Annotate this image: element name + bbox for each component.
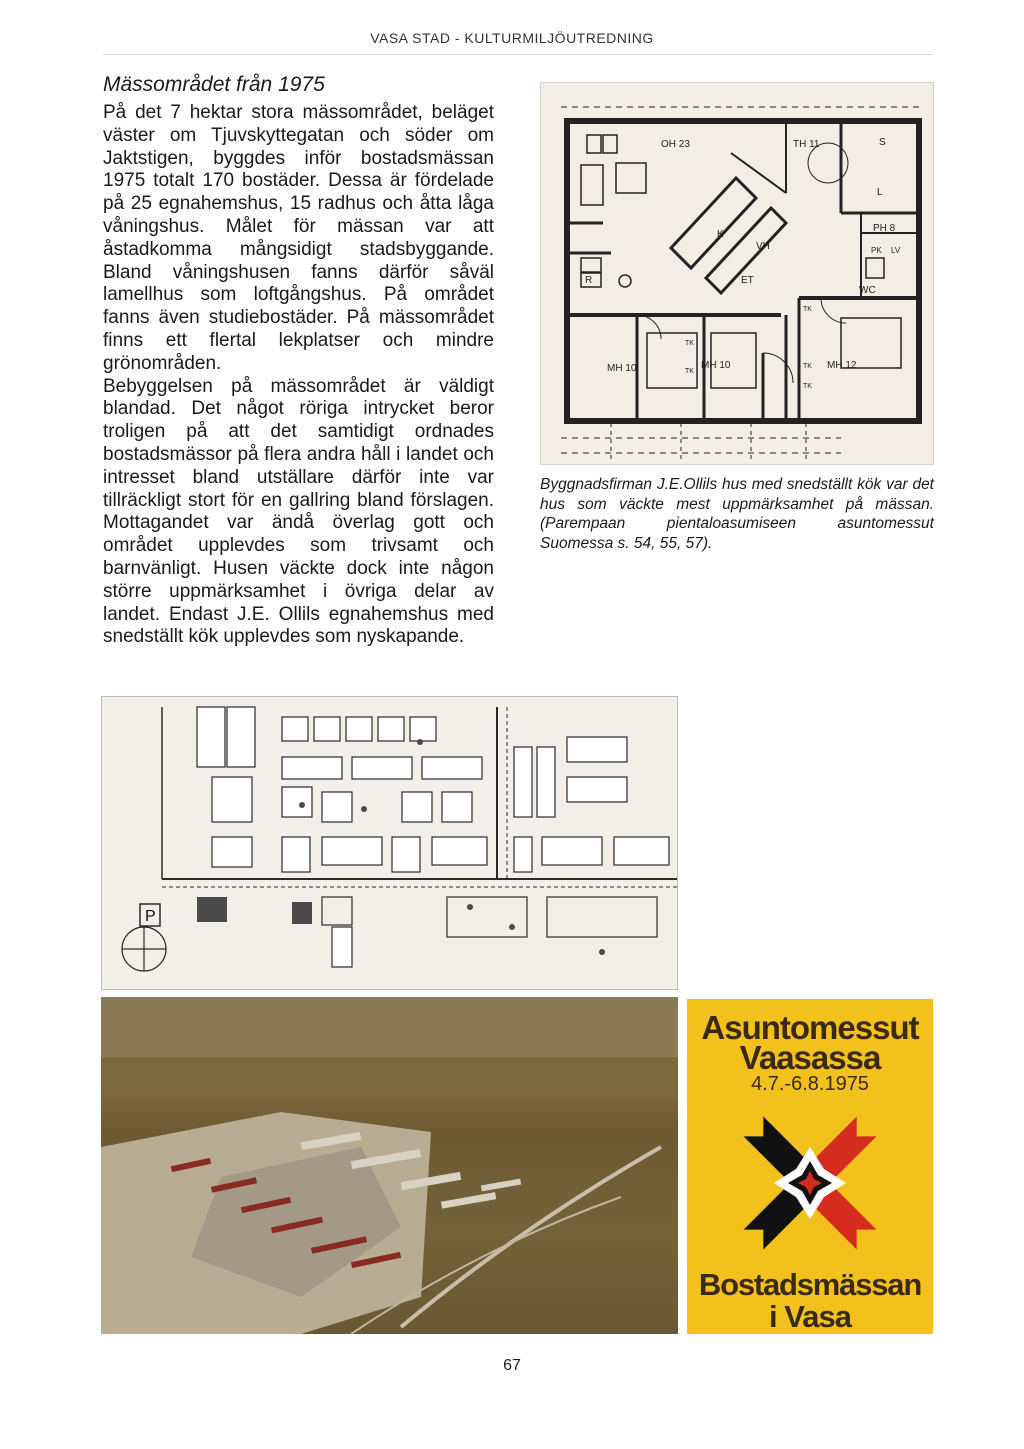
room-label: K (717, 229, 724, 240)
poster-title-line-1: Asuntomessut (701, 1009, 919, 1046)
floor-plan-drawing (541, 83, 934, 465)
poster-star-emblem (687, 1099, 933, 1269)
room-label: MH 12 (827, 360, 857, 371)
room-label: TK (685, 368, 694, 375)
exhibition-poster (687, 999, 933, 1334)
room-label: TK (803, 306, 812, 313)
poster-bottom-line-1: Bostadsmässan (698, 1267, 922, 1302)
page-number: 67 (503, 1357, 521, 1374)
poster-dates: 4.7.-6.8.1975 (751, 1073, 869, 1095)
room-label: TK (685, 340, 694, 347)
room-label: VH (756, 241, 770, 252)
body-paragraph-2: Bebyggelsen på mässområdet är väldigt blandad. Det något röriga intrycket beror troligen på att det samtidigt ordnades bostadsmässor på flera andra håll i landet och intresset bland utställare därför inte var tillräckligt stort för en gallring bland förslagen. Mottagandet var ändå överlag gott och området upplevdes som trivsamt och barnvänligt. Husen väckte dock inte någon större uppmärksamhet i övriga delar av landet. Endast J.E. Ollils egnahemshus med snedställt kök upplevdes som nyskapande. (103, 375, 494, 648)
running-header: VASA STAD - KULTURMILJÖUTREDNING (370, 30, 654, 46)
room-label: L (877, 187, 883, 198)
room-label: PK (871, 246, 882, 255)
room-label: S (879, 137, 886, 148)
room-label: TK (803, 383, 812, 390)
body-text (103, 102, 494, 649)
header-rule (103, 54, 933, 55)
room-label: OH 23 (661, 139, 690, 150)
room-label: PH 8 (873, 223, 896, 234)
room-label: R (585, 275, 593, 286)
room-label: MH 10 (607, 363, 637, 374)
floor-plan-figure (540, 82, 934, 465)
room-label: TK (803, 363, 812, 370)
figure-caption: Byggnadsfirman J.E.Ollils hus med snedställt kök var det hus som väckte mest uppmärksamhet på mässan. (Parempaan pientaloasumiseen asuntomessut Suomessa s. 54, 55, 57). (540, 476, 934, 552)
poster-title-line-2: Vaasassa (739, 1039, 881, 1076)
room-label: LV (891, 246, 901, 255)
room-label: MH 10 (701, 360, 731, 371)
site-plan-drawing (102, 697, 678, 990)
section-title: Mässområdet från 1975 (103, 73, 325, 96)
body-paragraph-1: På det 7 hektar stora mässområdet, beläget väster om Tjuvskyttegatan och söder om Jaktstigen, byggdes inför bostadsmässan 1975 totalt 170 bostäder. Dessa är fördelade på 25 egnahemshus, 15 radhus och åtta låga våningshus. Målet för mässan var att åstadkomma mångsidigt stadsbyggande. Bland våningshusen fanns därför såväl lamellhus som loftgångshus. På området fanns även studiebostäder. På mässområdet finns ett flertal lekplatser och mindre grönområden. (103, 102, 494, 374)
room-label: TH 11 (793, 139, 820, 150)
aerial-photo (101, 997, 678, 1334)
room-label: ET (741, 275, 754, 286)
room-label: WC (859, 285, 876, 296)
poster-bottom-line-2: i Vasa (769, 1299, 851, 1334)
parking-label: P (145, 908, 156, 925)
site-plan-figure (101, 696, 678, 990)
